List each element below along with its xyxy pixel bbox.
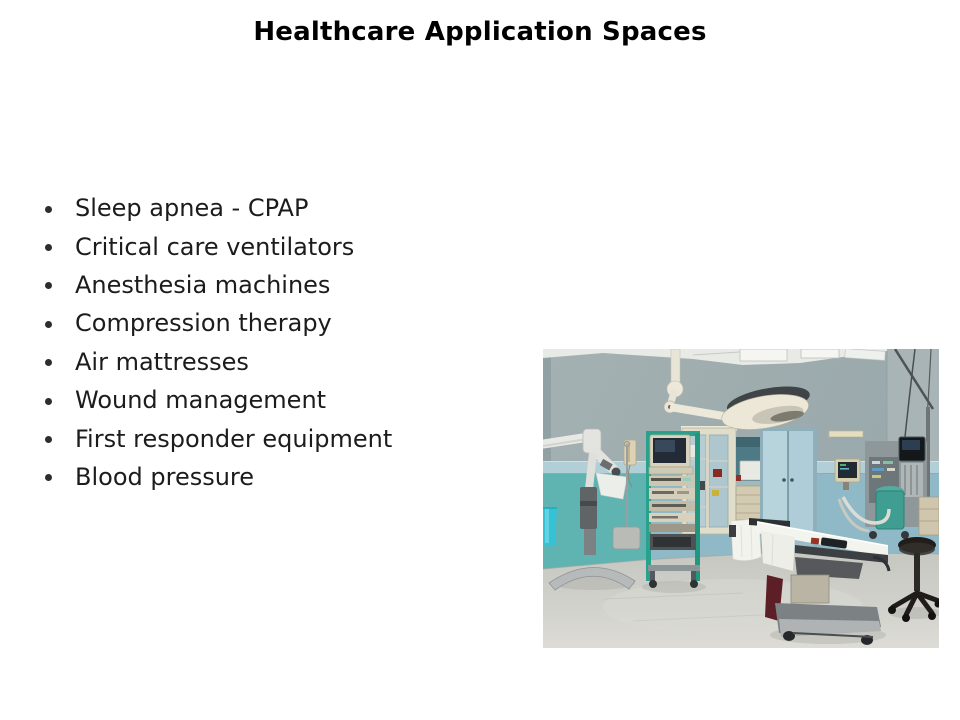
list-item — [45, 189, 392, 227]
bullet-icon — [45, 206, 52, 213]
bullet-icon — [45, 474, 52, 481]
bullet-text: Anesthesia machines — [75, 270, 331, 299]
bullet-icon — [45, 282, 52, 289]
bullet-icon — [45, 244, 52, 251]
bullet-text: Compression therapy — [75, 309, 332, 338]
list-item — [45, 419, 392, 457]
bullet-list — [45, 189, 392, 496]
bullet-text: First responder equipment — [75, 424, 393, 453]
list-item — [45, 381, 392, 419]
page-title: Healthcare Application Spaces — [253, 17, 707, 47]
bullet-text: Blood pressure — [75, 462, 255, 491]
bullet-icon — [45, 321, 52, 328]
operating-room-photo — [543, 349, 939, 648]
bullet-text: Sleep apnea - CPAP — [75, 194, 309, 223]
bullet-text: Critical care ventilators — [75, 232, 355, 261]
bullet-icon — [45, 359, 52, 366]
list-item — [45, 304, 392, 342]
bullet-icon — [45, 398, 52, 405]
list-item — [45, 227, 392, 265]
bullet-text: Air mattresses — [75, 347, 249, 376]
list-item — [45, 343, 392, 381]
list-item — [45, 458, 392, 496]
list-item — [45, 266, 392, 304]
bullet-icon — [45, 436, 52, 443]
operating-room-scene — [543, 349, 939, 648]
room-floor — [543, 552, 939, 648]
bucket — [543, 507, 557, 545]
bullet-text: Wound management — [75, 386, 327, 415]
